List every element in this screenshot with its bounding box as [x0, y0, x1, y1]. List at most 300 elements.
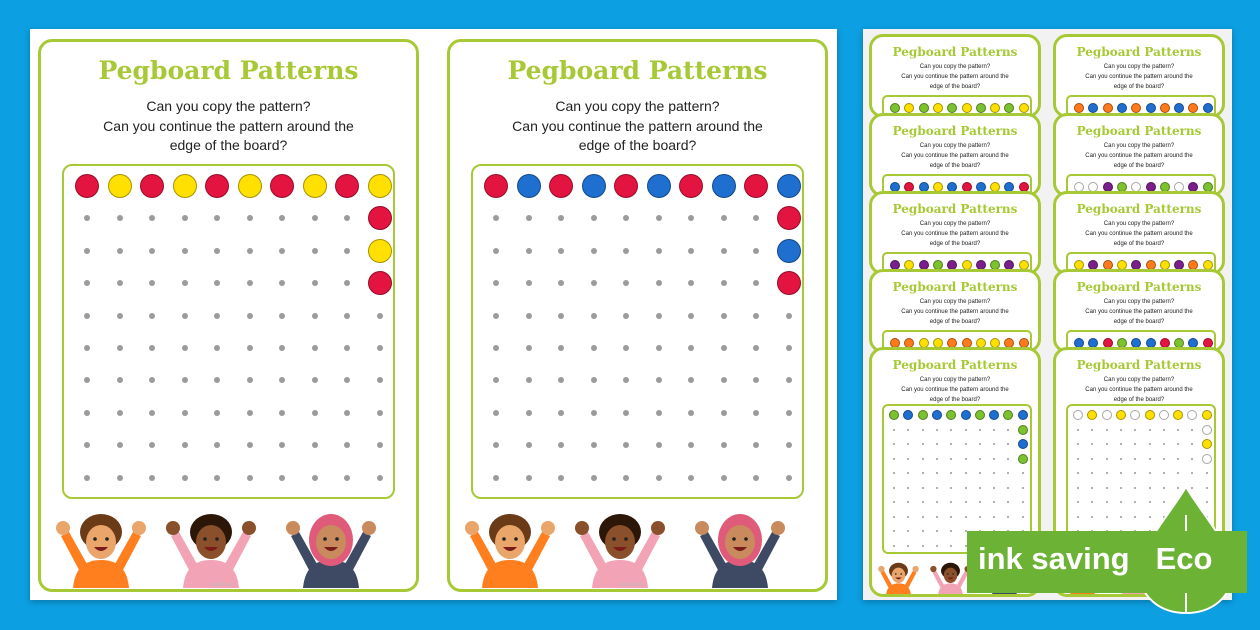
- peg-hole: [493, 410, 499, 416]
- peg-hole: [558, 313, 564, 319]
- instruction-line-3: edge of the board?: [929, 397, 981, 403]
- peg-hole: [247, 475, 253, 481]
- peg: [1018, 454, 1028, 464]
- peg-hole: [1022, 501, 1024, 503]
- peg: [946, 410, 956, 420]
- instruction-line-2: Can you continue the pattern around the: [1085, 74, 1193, 80]
- instruction-line-3: edge of the board?: [1113, 319, 1165, 325]
- peg-hole: [1191, 472, 1193, 474]
- peg-hole: [1007, 516, 1009, 518]
- peg-hole: [753, 345, 759, 351]
- ink-saving-label: ink saving: [978, 541, 1130, 576]
- peg-hole: [117, 410, 123, 416]
- peg-hole: [117, 345, 123, 351]
- peg-hole: [279, 345, 285, 351]
- peg-hole: [312, 248, 318, 254]
- peg-hole: [965, 516, 967, 518]
- peg-hole: [950, 545, 952, 547]
- peg-hole: [214, 313, 220, 319]
- card-title: Pegboard Patterns: [892, 358, 1018, 372]
- peg: [335, 174, 359, 198]
- peg-hole: [558, 377, 564, 383]
- peg-hole: [688, 215, 694, 221]
- peg-hole: [1120, 429, 1122, 431]
- peg-hole: [993, 487, 995, 489]
- peg-hole: [623, 475, 629, 481]
- peg-hole: [214, 345, 220, 351]
- peg-hole: [526, 215, 532, 221]
- peg-hole: [688, 442, 694, 448]
- peg-hole: [1106, 458, 1108, 460]
- peg-hole: [558, 442, 564, 448]
- peg-hole: [591, 248, 597, 254]
- peg-hole: [786, 345, 792, 351]
- instruction-line-3: edge of the board?: [169, 137, 288, 153]
- peg-hole: [623, 313, 629, 319]
- child-illustration: [460, 508, 560, 588]
- peg-hole: [526, 410, 532, 416]
- instruction-line-3: edge of the board?: [929, 241, 981, 247]
- peg-hole: [893, 516, 895, 518]
- peg: [1146, 103, 1156, 113]
- peg-hole: [117, 442, 123, 448]
- peg-hole: [753, 215, 759, 221]
- peg-hole: [377, 442, 383, 448]
- peg-hole: [558, 248, 564, 254]
- peg-hole: [965, 443, 967, 445]
- peg-hole: [950, 472, 952, 474]
- peg-hole: [753, 248, 759, 254]
- peg-hole: [893, 501, 895, 503]
- peg-hole: [182, 410, 188, 416]
- peg-hole: [721, 442, 727, 448]
- peg-hole: [936, 487, 938, 489]
- peg-hole: [922, 458, 924, 460]
- peg-hole: [721, 345, 727, 351]
- peg-hole: [182, 248, 188, 254]
- peg-hole: [526, 345, 532, 351]
- peg: [990, 103, 1000, 113]
- peg-hole: [950, 429, 952, 431]
- peg-hole: [526, 248, 532, 254]
- peg-hole: [993, 443, 995, 445]
- peg: [744, 174, 768, 198]
- peg-hole: [312, 313, 318, 319]
- peg-hole: [1191, 429, 1193, 431]
- peg-hole: [688, 248, 694, 254]
- peg-hole: [893, 530, 895, 532]
- peg: [712, 174, 736, 198]
- peg-hole: [149, 345, 155, 351]
- instruction-line-1: Can you copy the pattern?: [919, 377, 991, 383]
- peg-hole: [1091, 458, 1093, 460]
- peg-hole: [279, 410, 285, 416]
- peg-hole: [979, 472, 981, 474]
- peg-hole: [1007, 429, 1009, 431]
- peg-hole: [656, 475, 662, 481]
- peg-hole: [753, 377, 759, 383]
- peg-hole: [312, 345, 318, 351]
- peg-hole: [247, 377, 253, 383]
- peg-hole: [1091, 487, 1093, 489]
- peg-hole: [993, 501, 995, 503]
- peg-hole: [1091, 443, 1093, 445]
- peg-hole: [558, 280, 564, 286]
- peg-hole: [312, 215, 318, 221]
- peg-hole: [753, 442, 759, 448]
- peg-hole: [117, 313, 123, 319]
- peg-hole: [493, 475, 499, 481]
- peg-hole: [721, 410, 727, 416]
- peg: [368, 174, 392, 198]
- peg-hole: [1149, 472, 1151, 474]
- peg-hole: [936, 501, 938, 503]
- peg: [484, 174, 508, 198]
- instruction-line-1: Can you copy the pattern?: [919, 64, 991, 70]
- peg-hole: [149, 313, 155, 319]
- peg-hole: [591, 215, 597, 221]
- peg: [777, 239, 801, 263]
- peg-hole: [979, 487, 981, 489]
- peg-hole: [279, 248, 285, 254]
- peg-hole: [591, 475, 597, 481]
- peg-hole: [84, 280, 90, 286]
- peg-hole: [1077, 472, 1079, 474]
- peg-hole: [1149, 429, 1151, 431]
- peg-hole: [936, 545, 938, 547]
- peg-hole: [84, 410, 90, 416]
- peg-hole: [907, 516, 909, 518]
- peg: [903, 410, 913, 420]
- peg-hole: [1091, 501, 1093, 503]
- peg-hole: [1077, 487, 1079, 489]
- peg-hole: [907, 458, 909, 460]
- peg: [75, 174, 99, 198]
- child-illustration: [690, 508, 790, 588]
- peg-hole: [1177, 458, 1179, 460]
- peg-hole: [922, 501, 924, 503]
- peg: [1202, 410, 1212, 420]
- peg: [1116, 410, 1126, 420]
- peg-hole: [1007, 472, 1009, 474]
- peg-hole: [721, 313, 727, 319]
- peg-hole: [247, 410, 253, 416]
- peg: [904, 103, 914, 113]
- peg: [679, 174, 703, 198]
- peg-hole: [1206, 472, 1208, 474]
- peg-hole: [623, 248, 629, 254]
- peg-hole: [979, 429, 981, 431]
- card-title: Pegboard Patterns: [1076, 280, 1202, 294]
- peg: [1117, 103, 1127, 113]
- credit-text: twinkl.com: [211, 582, 235, 588]
- peg: [889, 410, 899, 420]
- peg-hole: [965, 429, 967, 431]
- peg-hole: [1022, 487, 1024, 489]
- peg-hole: [149, 377, 155, 383]
- peg-hole: [922, 472, 924, 474]
- card-title: Pegboard Patterns: [1076, 45, 1202, 59]
- card-title: Pegboard Patterns: [1076, 358, 1202, 372]
- peg-hole: [344, 410, 350, 416]
- peg-hole: [149, 475, 155, 481]
- peg-hole: [1134, 443, 1136, 445]
- peg-hole: [936, 443, 938, 445]
- peg-hole: [1149, 443, 1151, 445]
- peg-hole: [149, 280, 155, 286]
- instruction-line-3: edge of the board?: [929, 319, 981, 325]
- peg-hole: [656, 313, 662, 319]
- peg-hole: [558, 345, 564, 351]
- peg: [614, 174, 638, 198]
- peg-hole: [950, 458, 952, 460]
- peg-hole: [1177, 429, 1179, 431]
- instruction-line-3: edge of the board?: [1113, 397, 1165, 403]
- instruction-line-3: edge of the board?: [1113, 241, 1165, 247]
- peg-hole: [1106, 516, 1108, 518]
- peg-hole: [907, 472, 909, 474]
- instruction-line-1: Can you copy the pattern?: [1103, 143, 1175, 149]
- peg-hole: [214, 410, 220, 416]
- peg-hole: [279, 313, 285, 319]
- peg: [961, 410, 971, 420]
- peg: [777, 206, 801, 230]
- peg-hole: [247, 248, 253, 254]
- peg-hole: [214, 280, 220, 286]
- peg-hole: [182, 280, 188, 286]
- peg: [1174, 103, 1184, 113]
- peg-hole: [950, 530, 952, 532]
- peg-hole: [149, 442, 155, 448]
- peg-hole: [247, 313, 253, 319]
- peg: [1073, 410, 1083, 420]
- peg: [1188, 103, 1198, 113]
- card-title: Pegboard Patterns: [1076, 124, 1202, 138]
- peg-hole: [526, 313, 532, 319]
- instruction-line-3: edge of the board?: [1113, 84, 1165, 90]
- peg: [549, 174, 573, 198]
- peg-hole: [84, 313, 90, 319]
- peg-hole: [591, 280, 597, 286]
- card-title: Pegboard Patterns: [507, 56, 768, 85]
- peg-hole: [936, 458, 938, 460]
- peg-hole: [182, 442, 188, 448]
- peg-hole: [312, 410, 318, 416]
- peg: [1088, 103, 1098, 113]
- peg-hole: [493, 215, 499, 221]
- peg-hole: [312, 475, 318, 481]
- peg-hole: [377, 410, 383, 416]
- peg-hole: [117, 248, 123, 254]
- peg-hole: [721, 280, 727, 286]
- peg-hole: [753, 475, 759, 481]
- peg-hole: [656, 280, 662, 286]
- peg-hole: [182, 313, 188, 319]
- card-title: Pegboard Patterns: [892, 124, 1018, 138]
- peg: [1202, 425, 1212, 435]
- peg-hole: [936, 429, 938, 431]
- peg-hole: [1163, 472, 1165, 474]
- peg: [205, 174, 229, 198]
- peg-hole: [979, 458, 981, 460]
- peg-hole: [965, 472, 967, 474]
- peg: [1145, 410, 1155, 420]
- peg-hole: [149, 248, 155, 254]
- peg-hole: [591, 377, 597, 383]
- peg-hole: [893, 429, 895, 431]
- worksheet-card: [1053, 191, 1225, 275]
- peg-hole: [1120, 516, 1122, 518]
- peg-hole: [1106, 472, 1108, 474]
- peg-hole: [279, 442, 285, 448]
- peg: [1131, 103, 1141, 113]
- peg-hole: [247, 215, 253, 221]
- peg: [1202, 439, 1212, 449]
- peg-hole: [656, 410, 662, 416]
- peg-hole: [84, 442, 90, 448]
- peg: [582, 174, 606, 198]
- peg-hole: [182, 345, 188, 351]
- worksheet-card: [869, 191, 1041, 275]
- peg-hole: [214, 215, 220, 221]
- peg-hole: [979, 443, 981, 445]
- instruction-line-1: Can you copy the pattern?: [919, 221, 991, 227]
- peg-hole: [1120, 458, 1122, 460]
- worksheet-preview-sheet: [30, 29, 837, 600]
- peg-hole: [993, 429, 995, 431]
- peg-hole: [721, 248, 727, 254]
- peg-hole: [247, 345, 253, 351]
- peg-hole: [623, 280, 629, 286]
- peg: [976, 103, 986, 113]
- peg-hole: [893, 458, 895, 460]
- instruction-line-2: Can you continue the pattern around the: [103, 118, 354, 134]
- peg-hole: [922, 545, 924, 547]
- peg-hole: [1191, 443, 1193, 445]
- peg-hole: [753, 280, 759, 286]
- peg-hole: [344, 475, 350, 481]
- peg-hole: [1177, 472, 1179, 474]
- peg-hole: [936, 530, 938, 532]
- peg: [270, 174, 294, 198]
- peg-hole: [493, 313, 499, 319]
- peg-hole: [1106, 487, 1108, 489]
- peg: [1102, 410, 1112, 420]
- peg-hole: [786, 410, 792, 416]
- credit-text: twinkl.com: [620, 582, 644, 588]
- peg-hole: [1091, 516, 1093, 518]
- instruction-line-1: Can you copy the pattern?: [919, 299, 991, 305]
- peg-hole: [1077, 501, 1079, 503]
- peg-hole: [493, 248, 499, 254]
- peg-hole: [377, 313, 383, 319]
- peg-hole: [907, 487, 909, 489]
- peg-hole: [558, 475, 564, 481]
- peg-hole: [907, 545, 909, 547]
- peg-hole: [279, 475, 285, 481]
- peg-hole: [1022, 516, 1024, 518]
- instruction-line-1: Can you copy the pattern?: [1103, 377, 1175, 383]
- instruction-line-2: Can you continue the pattern around the: [901, 153, 1009, 159]
- peg: [777, 271, 801, 295]
- peg-hole: [623, 215, 629, 221]
- peg-hole: [182, 215, 188, 221]
- peg-hole: [279, 280, 285, 286]
- peg-hole: [84, 377, 90, 383]
- instruction-line-3: edge of the board?: [578, 137, 697, 153]
- worksheet-card: [869, 34, 1041, 118]
- peg-hole: [247, 280, 253, 286]
- peg: [1130, 410, 1140, 420]
- peg-hole: [1106, 429, 1108, 431]
- peg-hole: [279, 215, 285, 221]
- instruction-line-2: Can you continue the pattern around the: [1085, 387, 1193, 393]
- peg-hole: [344, 377, 350, 383]
- peg-hole: [950, 516, 952, 518]
- peg-hole: [893, 487, 895, 489]
- peg-hole: [922, 516, 924, 518]
- peg: [1203, 103, 1213, 113]
- peg-hole: [1149, 458, 1151, 460]
- peg-hole: [1191, 458, 1193, 460]
- peg-hole: [893, 545, 895, 547]
- peg-hole: [1077, 429, 1079, 431]
- peg-hole: [1120, 501, 1122, 503]
- peg: [962, 103, 972, 113]
- peg: [975, 410, 985, 420]
- peg: [918, 410, 928, 420]
- peg-hole: [377, 345, 383, 351]
- peg-hole: [656, 345, 662, 351]
- peg-hole: [1106, 501, 1108, 503]
- instruction-line-2: Can you continue the pattern around the: [901, 74, 1009, 80]
- instruction-line-2: Can you continue the pattern around the: [901, 231, 1009, 237]
- peg-hole: [656, 377, 662, 383]
- card-title: Pegboard Patterns: [892, 280, 1018, 294]
- peg-hole: [149, 215, 155, 221]
- peg-hole: [1007, 487, 1009, 489]
- peg-hole: [1077, 458, 1079, 460]
- peg-hole: [786, 475, 792, 481]
- child-illustration: [51, 508, 151, 588]
- peg-hole: [721, 475, 727, 481]
- peg-hole: [1120, 472, 1122, 474]
- instruction-line-3: edge of the board?: [929, 84, 981, 90]
- peg-hole: [214, 248, 220, 254]
- peg-hole: [182, 377, 188, 383]
- peg-hole: [214, 475, 220, 481]
- instruction-line-1: Can you copy the pattern?: [555, 98, 720, 114]
- peg-hole: [1120, 487, 1122, 489]
- peg: [1003, 410, 1013, 420]
- peg-hole: [117, 215, 123, 221]
- peg-hole: [344, 442, 350, 448]
- peg-hole: [591, 442, 597, 448]
- peg: [932, 410, 942, 420]
- peg-hole: [1163, 443, 1165, 445]
- peg-hole: [312, 442, 318, 448]
- peg-hole: [558, 410, 564, 416]
- peg-hole: [247, 442, 253, 448]
- peg-hole: [623, 345, 629, 351]
- peg-hole: [84, 248, 90, 254]
- peg-hole: [965, 487, 967, 489]
- peg-hole: [922, 530, 924, 532]
- peg-hole: [312, 280, 318, 286]
- instruction-line-2: Can you continue the pattern around the: [901, 387, 1009, 393]
- instruction-line-1: Can you copy the pattern?: [919, 143, 991, 149]
- peg: [1173, 410, 1183, 420]
